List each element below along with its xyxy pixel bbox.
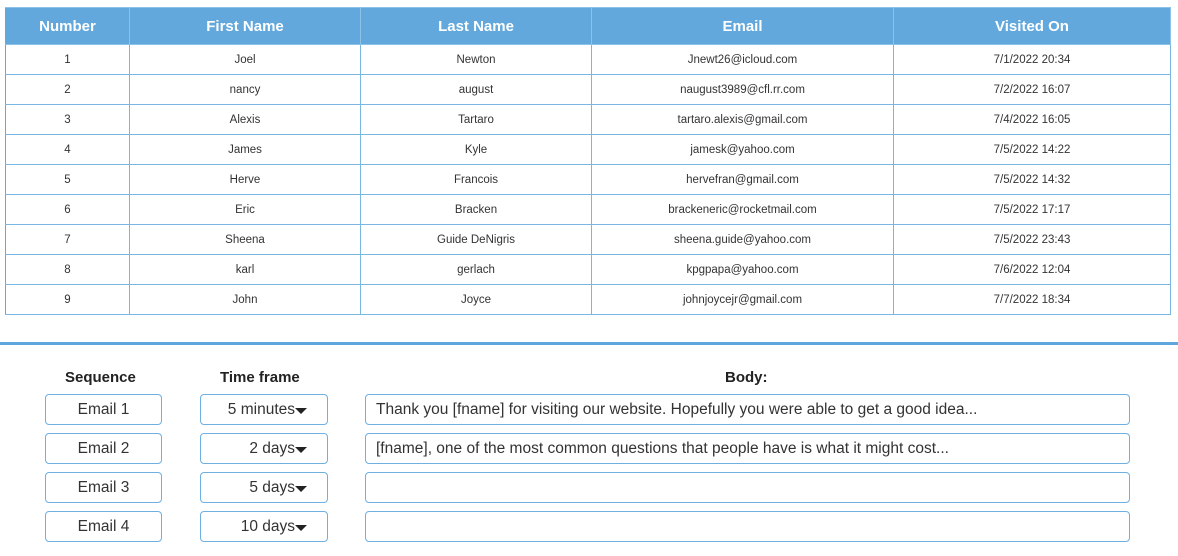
- cell-last-name: gerlach: [361, 255, 592, 285]
- cell-first-name: Herve: [130, 165, 361, 195]
- cell-number: 7: [6, 225, 130, 255]
- cell-number: 6: [6, 195, 130, 225]
- body-heading: Body:: [725, 369, 768, 386]
- timeframe-value: 10 days: [240, 518, 295, 535]
- sequence-email-1[interactable]: Email 1: [45, 394, 162, 425]
- cell-first-name: karl: [130, 255, 361, 285]
- cell-last-name: Tartaro: [361, 105, 592, 135]
- cell-visited-on: 7/7/2022 18:34: [894, 285, 1171, 315]
- body-input-4[interactable]: [365, 511, 1130, 542]
- cell-number: 5: [6, 165, 130, 195]
- cell-first-name: Eric: [130, 195, 361, 225]
- cell-visited-on: 7/5/2022 14:22: [894, 135, 1171, 165]
- cell-visited-on: 7/5/2022 14:32: [894, 165, 1171, 195]
- cell-email: brackeneric@rocketmail.com: [592, 195, 894, 225]
- sequence-email-3[interactable]: Email 3: [45, 472, 162, 503]
- table-header-row: [6, 8, 1171, 45]
- cell-last-name: Newton: [361, 45, 592, 75]
- cell-first-name: James: [130, 135, 361, 165]
- cell-number: 3: [6, 105, 130, 135]
- cell-number: 2: [6, 75, 130, 105]
- timeframe-select-4[interactable]: [200, 511, 328, 542]
- cell-email: johnjoycejr@gmail.com: [592, 285, 894, 315]
- cell-last-name: Kyle: [361, 135, 592, 165]
- cell-email: tartaro.alexis@gmail.com: [592, 105, 894, 135]
- body-input-2[interactable]: [fname], one of the most common questions that people have is what it might cost...: [365, 433, 1130, 464]
- timeframe-heading: Time frame: [220, 369, 300, 386]
- cell-first-name: Alexis: [130, 105, 361, 135]
- header-first-name[interactable]: First Name: [130, 8, 361, 45]
- cell-last-name: Francois: [361, 165, 592, 195]
- cell-email: jamesk@yahoo.com: [592, 135, 894, 165]
- table-row[interactable]: [6, 135, 1171, 165]
- cell-email: kpgpapa@yahoo.com: [592, 255, 894, 285]
- cell-number: 1: [6, 45, 130, 75]
- table-row[interactable]: [6, 75, 1171, 105]
- caret-down-icon: [295, 408, 307, 414]
- table-row[interactable]: [6, 105, 1171, 135]
- sequence-heading: Sequence: [65, 369, 136, 386]
- cell-last-name: Joyce: [361, 285, 592, 315]
- cell-email: sheena.guide@yahoo.com: [592, 225, 894, 255]
- cell-last-name: Bracken: [361, 195, 592, 225]
- cell-visited-on: 7/5/2022 23:43: [894, 225, 1171, 255]
- table-row[interactable]: [6, 225, 1171, 255]
- cell-visited-on: 7/1/2022 20:34: [894, 45, 1171, 75]
- table-row[interactable]: [6, 285, 1171, 315]
- section-divider: [0, 342, 1178, 345]
- cell-visited-on: 7/2/2022 16:07: [894, 75, 1171, 105]
- timeframe-select-3[interactable]: [200, 472, 328, 503]
- cell-number: 9: [6, 285, 130, 315]
- cell-first-name: Joel: [130, 45, 361, 75]
- sequence-email-4[interactable]: Email 4: [45, 511, 162, 542]
- header-last-name[interactable]: Last Name: [361, 8, 592, 45]
- table-row[interactable]: [6, 195, 1171, 225]
- cell-visited-on: 7/5/2022 17:17: [894, 195, 1171, 225]
- timeframe-select-1[interactable]: [200, 394, 328, 425]
- body-input-1[interactable]: Thank you [fname] for visiting our website. Hopefully you were able to get a good idea...: [365, 394, 1130, 425]
- header-visited-on[interactable]: Visited On: [894, 8, 1171, 45]
- header-number[interactable]: Number: [6, 8, 130, 45]
- cell-visited-on: 7/4/2022 16:05: [894, 105, 1171, 135]
- table-row[interactable]: [6, 45, 1171, 75]
- timeframe-value: 5 minutes: [227, 401, 295, 418]
- cell-last-name: Guide DeNigris: [361, 225, 592, 255]
- timeframe-value: 5 days: [249, 479, 295, 496]
- timeframe-select-2[interactable]: [200, 433, 328, 464]
- cell-first-name: Sheena: [130, 225, 361, 255]
- cell-first-name: John: [130, 285, 361, 315]
- visitors-table: [5, 7, 1171, 315]
- cell-visited-on: 7/6/2022 12:04: [894, 255, 1171, 285]
- body-input-3[interactable]: [365, 472, 1130, 503]
- cell-email: hervefran@gmail.com: [592, 165, 894, 195]
- table-row[interactable]: [6, 255, 1171, 285]
- sequence-email-2[interactable]: Email 2: [45, 433, 162, 464]
- caret-down-icon: [295, 447, 307, 453]
- table-row[interactable]: [6, 165, 1171, 195]
- cell-number: 4: [6, 135, 130, 165]
- caret-down-icon: [295, 486, 307, 492]
- cell-number: 8: [6, 255, 130, 285]
- timeframe-value: 2 days: [249, 440, 295, 457]
- cell-first-name: nancy: [130, 75, 361, 105]
- cell-last-name: august: [361, 75, 592, 105]
- caret-down-icon: [295, 525, 307, 531]
- header-email[interactable]: Email: [592, 8, 894, 45]
- cell-email: Jnewt26@icloud.com: [592, 45, 894, 75]
- cell-email: naugust3989@cfl.rr.com: [592, 75, 894, 105]
